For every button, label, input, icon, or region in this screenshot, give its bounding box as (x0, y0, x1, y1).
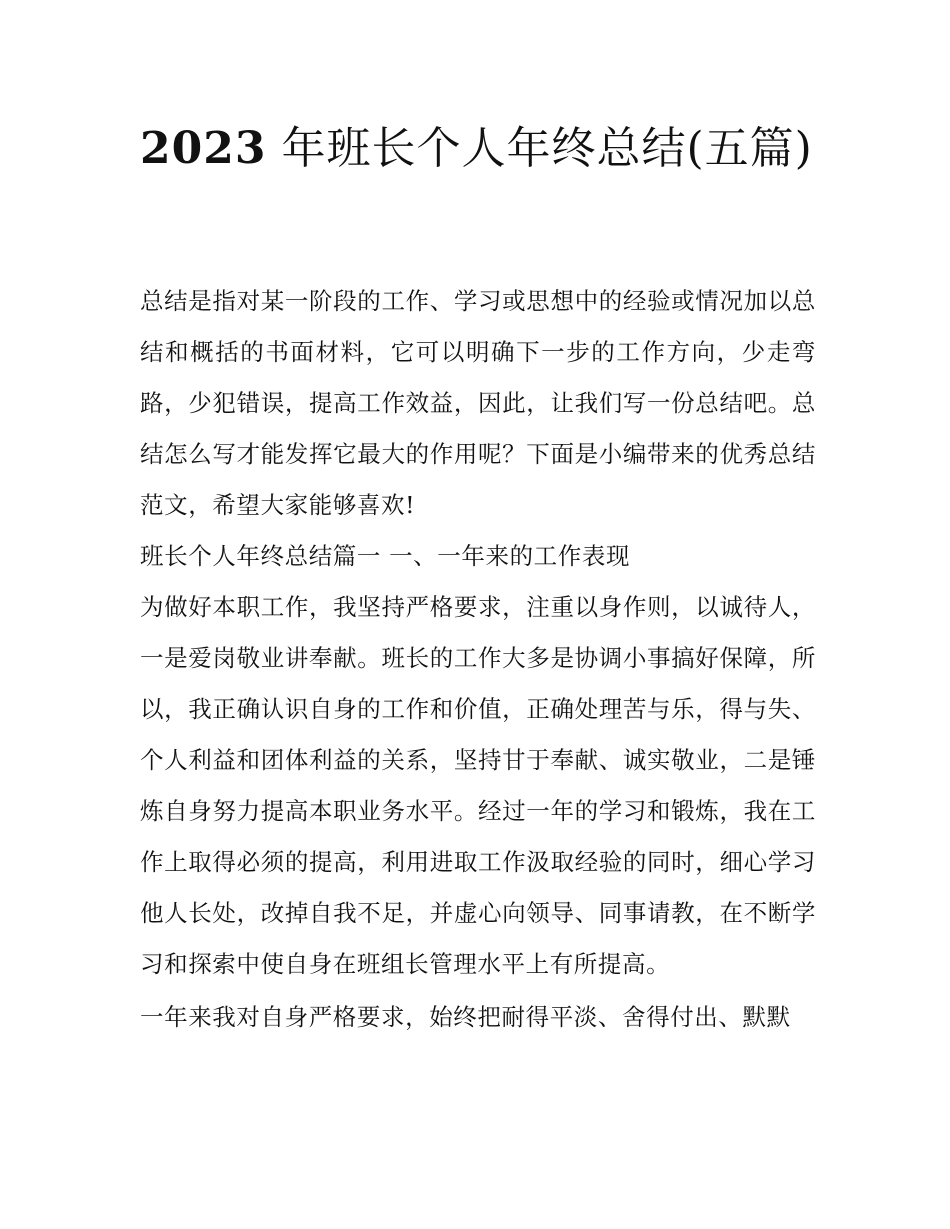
document-body (140, 276, 816, 1043)
intro-paragraph: 总结是指对某一阶段的工作、学习或思想中的经验或情况加以总结和概括的书面材料，它可以明确下一步的工作方向，少走弯路，少犯错误，提高工作效益，因此，让我们写一份总结吧。总结怎么写才能发挥它最大的作用呢？下面是小编带来的优秀总结范文，希望大家能够喜欢! (140, 287, 816, 519)
title-year: 2023 (140, 123, 267, 174)
document-title (140, 114, 820, 184)
title-text: 年班长个人年终总结(五篇) (266, 123, 813, 174)
body-paragraph: 为做好本职工作，我坚持严格要求，注重以身作则，以诚待人，一是爱岗敬业讲奉献。班长的工作大多是协调小事搞好保障，所以，我正确认识自身的工作和价值，正确处理苦与乐，得与失、个人利益和团体利益的关系，坚持甘于奉献、诚实敬业，二是锤炼自身努力提高本职业务水平。经过一年的学习和锻炼，我在工作上取得必须的提高，利用进取工作汲取经验的同时，细心学习他人长处，改掉自我不足，并虚心向领导、同事请教，在不断学习和探索中使自身在班组长管理水平上有所提高。 (140, 593, 816, 978)
section-heading: 班长个人年终总结篇一 一、一年来的工作表现 (140, 542, 631, 570)
body-paragraph: 一年来我对自身严格要求，始终把耐得平淡、舍得付出、默默 (140, 1003, 791, 1031)
